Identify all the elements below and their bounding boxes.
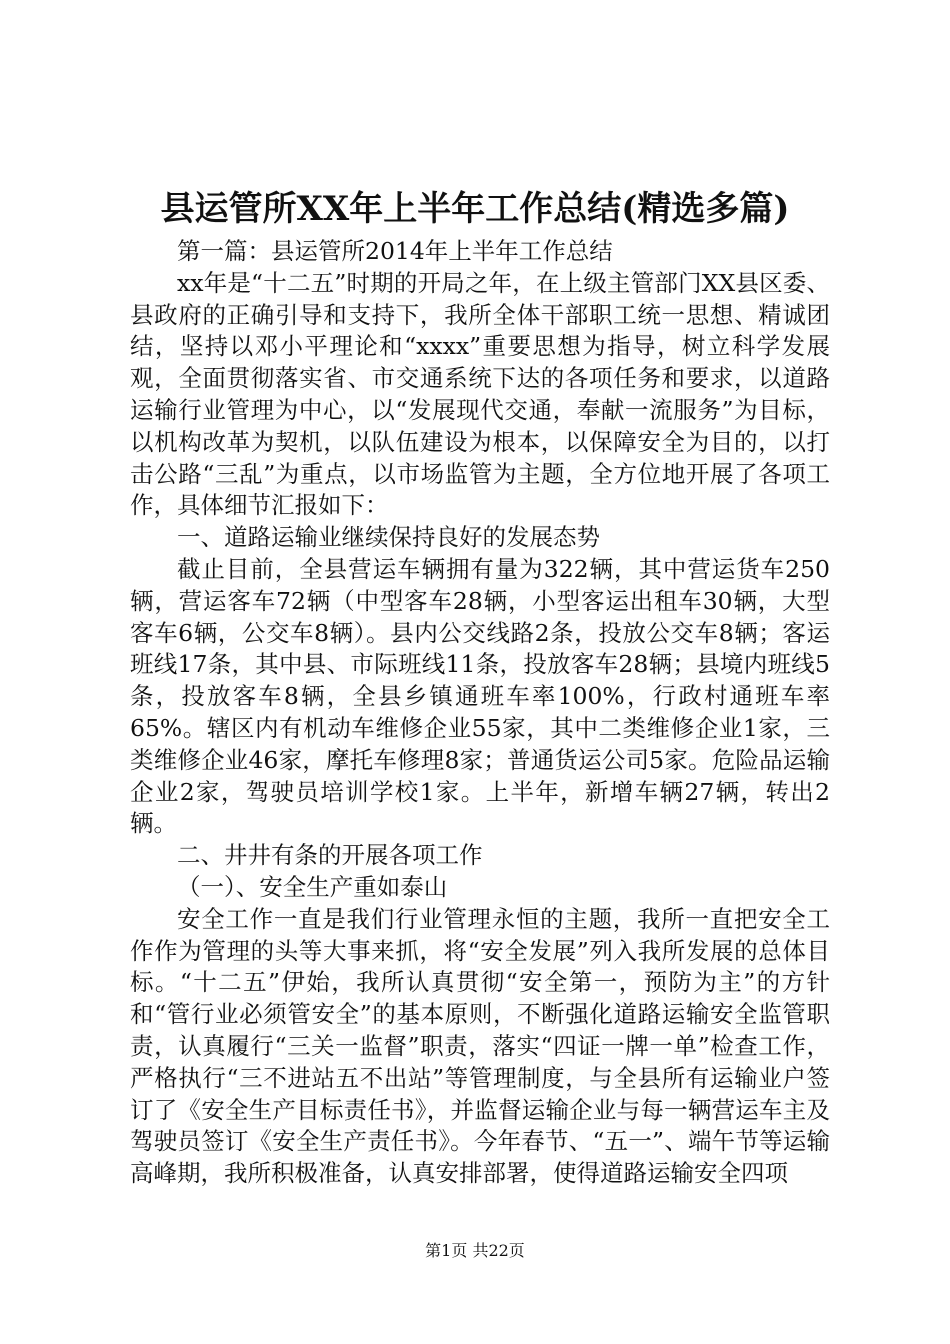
section-heading-part-one: 第一篇：县运管所2014年上半年工作总结	[177, 237, 613, 265]
page-number: 第1页 共22页	[425, 1241, 525, 1260]
body-paragraph-statistics: 截止目前，全县营运车辆拥有量为322辆，其中营运货车250辆，营运客车72辆（中型客车28辆，小型客运出租车30辆，大型客车6辆，公交车8辆）。县内公交线路2条，投放公交车8辆；客运班线17条，其中县、市际班线11条，投放客车28辆；县境内班线5条，投放客车8辆，全县乡镇通班车率100%，行政村通班车率65%。辖区内有机动车维修企业55家，其中二类维修企业1家，三类维修企业46家，摩托车修理8家；普通货运公司5家。危险品运输企业2家，驾驶员培训学校1家。上半年，新增车辆27辆，转出2辆。	[130, 554, 830, 838]
document-body	[130, 236, 830, 1190]
body-paragraph-safety: 安全工作一直是我们行业管理永恒的主题，我所一直把安全工作作为管理的头等大事来抓，将“安全发展”列入我所发展的总体目标。“十二五”伊始，我所认真贯彻“安全第一，预防为主”的方针和“管行业必须管安全”的基本原则，不断强化道路运输安全监管职责，认真履行“三关一监督”职责，落实“四证一牌一单”检查工作，严格执行“三不进站五不出站”等管理制度，与全县所有运输业户签订了《安全生产目标责任书》，并监督运输企业与每一辆营运车主及驾驶员签订《安全生产责任书》。今年春节、“五一”、端午节等运输高峰期，我所积极准备，认真安排部署，使得道路运输安全四项	[130, 904, 830, 1188]
document-title: 县运管所XX年上半年工作总结(精选多篇)	[160, 189, 790, 229]
body-paragraph-intro: xx年是“十二五”时期的开局之年，在上级主管部门XX县区委、县政府的正确引导和支持下，我所全体干部职工统一思想、精诚团结，坚持以邓小平理论和“xxxx”重要思想为指导，树立科学发展观，全面贯彻落实省、市交通系统下达的各项任务和要求，以道路运输行业管理为中心，以“发展现代交通，奉献一流服务”为目标，以机构改革为契机，以队伍建设为根本，以保障安全为目的，以打击公路“三乱”为重点，以市场监管为主题，全方位地开展了各项工作，具体细节汇报如下：	[130, 268, 830, 520]
section-heading-work: 二、井井有条的开展各项工作	[177, 841, 483, 870]
section-heading-development: 一、道路运输业继续保持良好的发展态势	[177, 523, 600, 552]
subsection-heading-safety: （一）、安全生产重如泰山	[177, 872, 448, 901]
